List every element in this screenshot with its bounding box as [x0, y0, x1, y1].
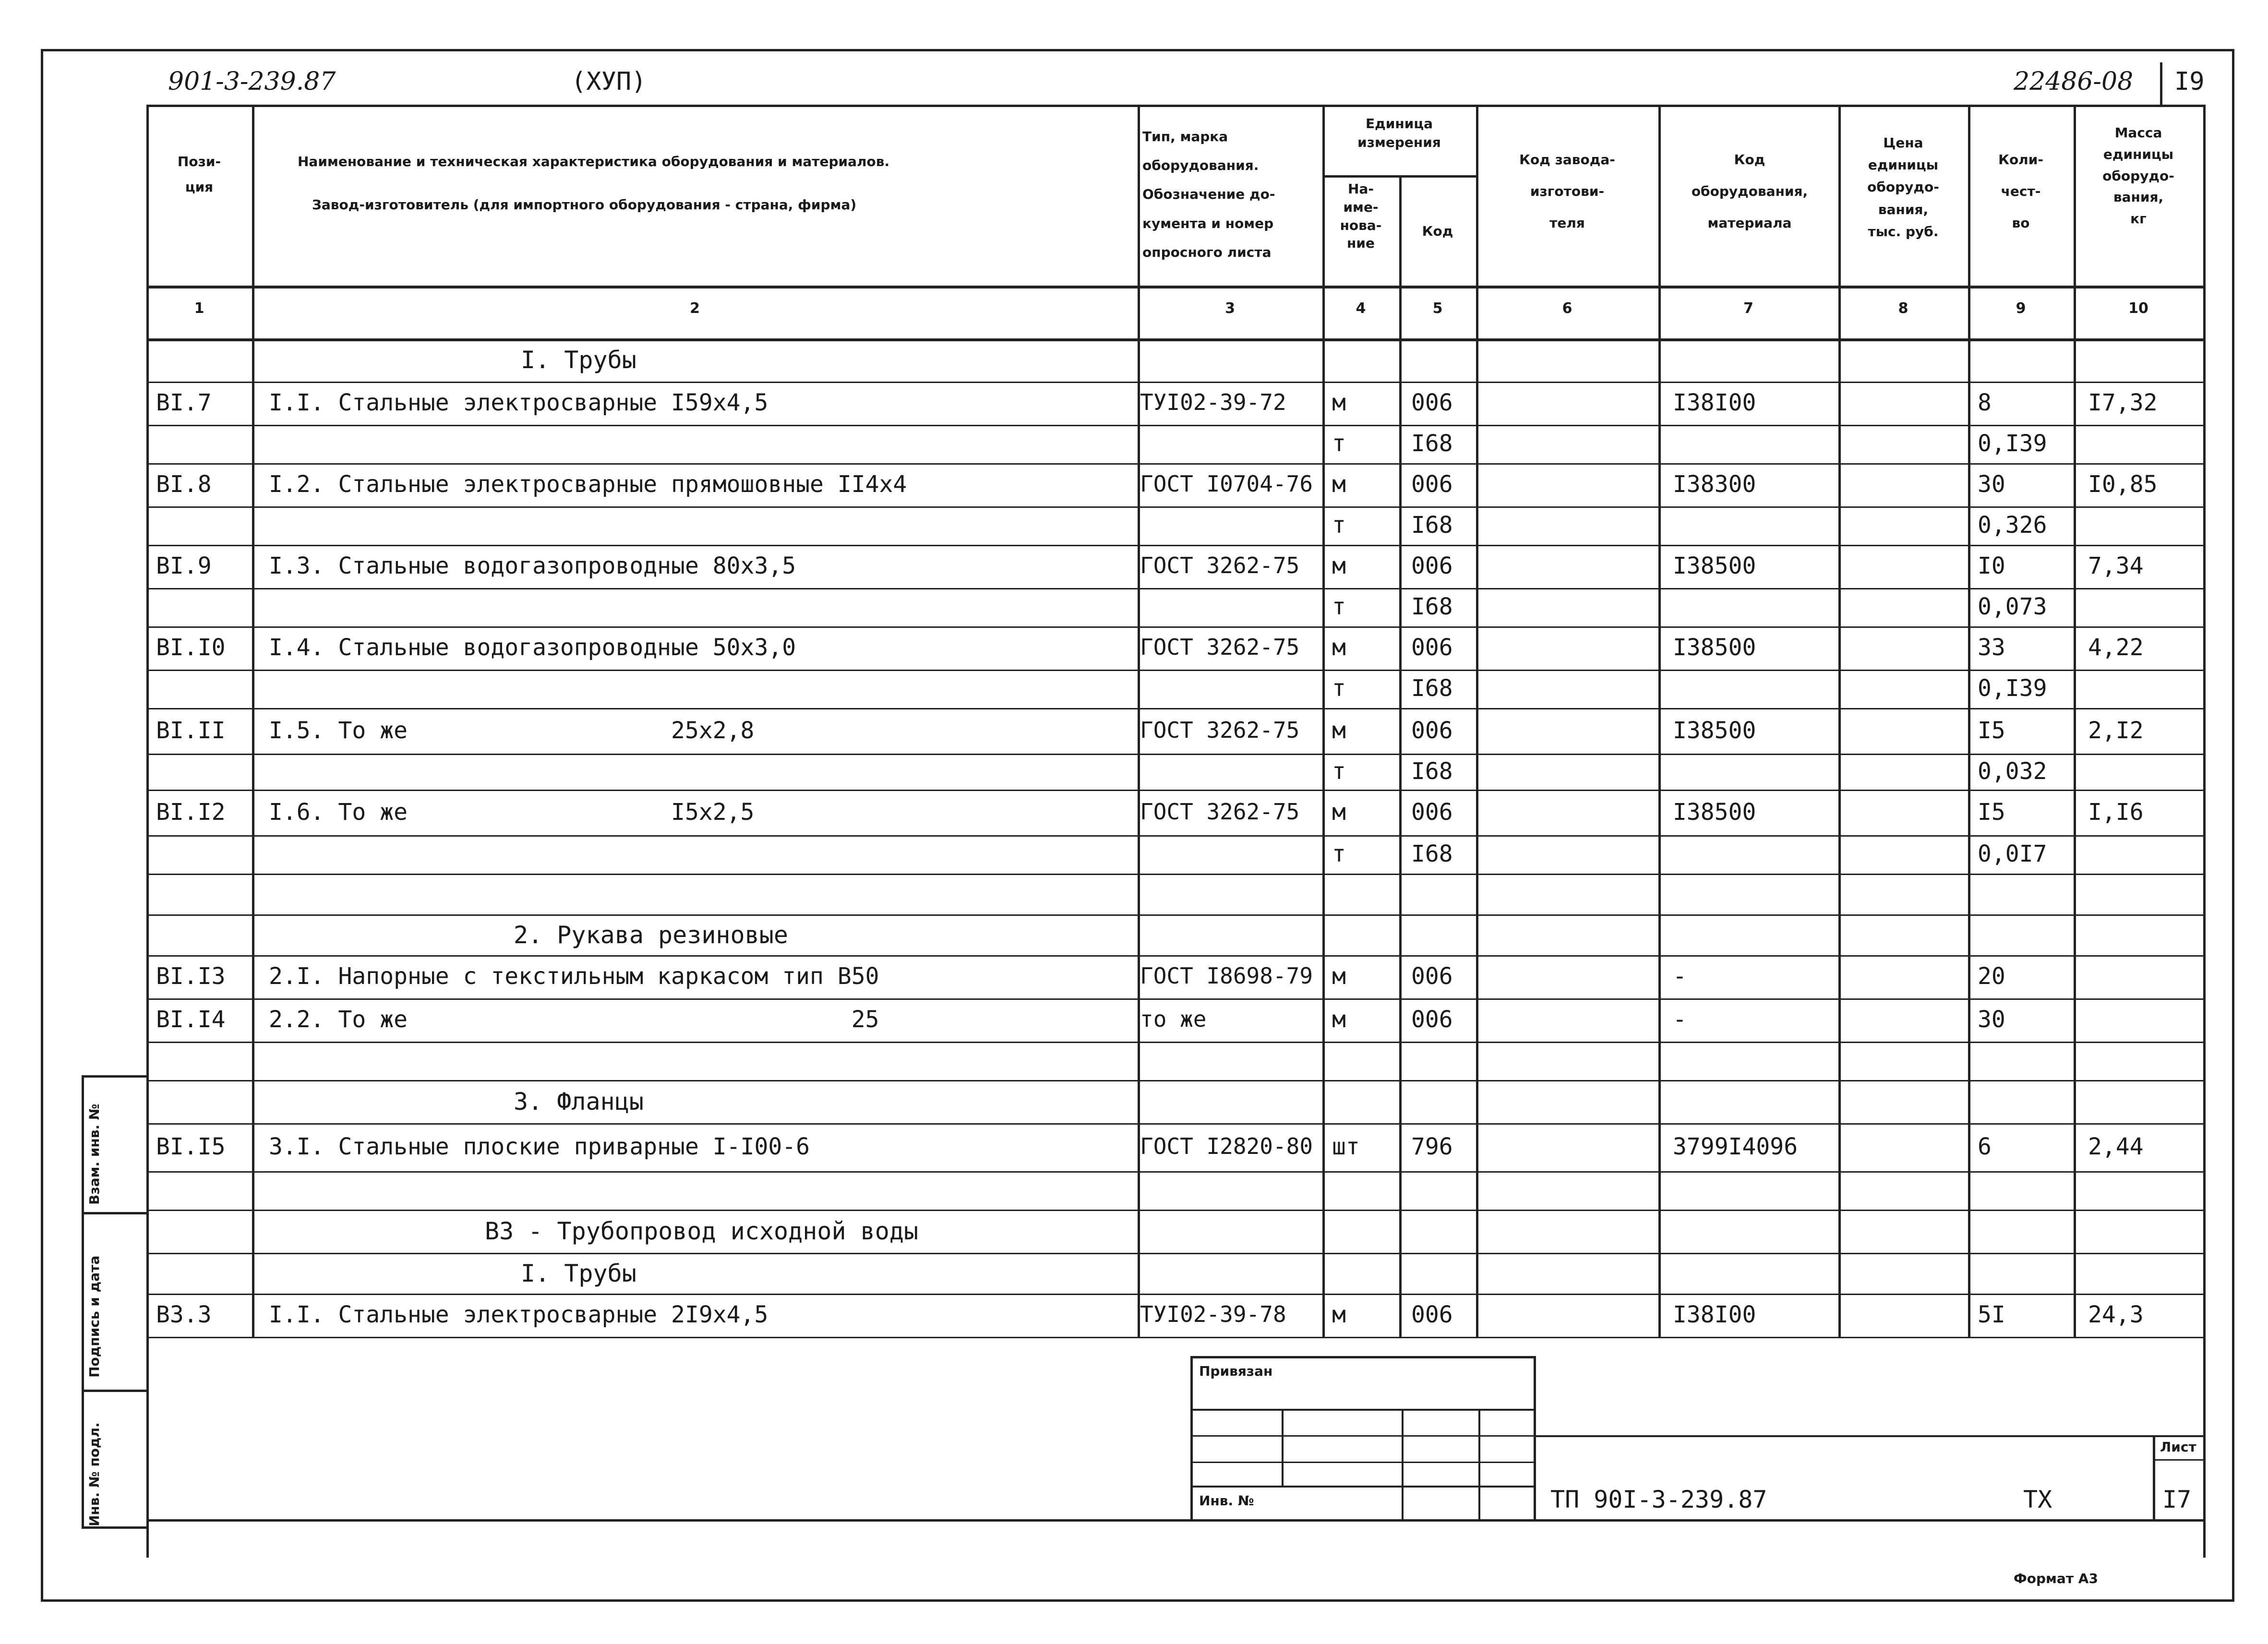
column-number-4: 4: [1356, 300, 1366, 317]
row-23-name: I. Трубы: [521, 1259, 636, 1287]
row-20-unit: шт: [1332, 1133, 1360, 1160]
row-17-pos: BI.I4: [156, 1006, 226, 1033]
row-12-unit: м: [1332, 798, 1346, 826]
col-header-price: Цена единицы оборудо- вания, тыс. руб.: [1867, 135, 1939, 240]
numbers-bottom-border: [146, 338, 2203, 341]
row-17-code: 006: [1411, 1006, 1453, 1033]
row-7-qty: 0,073: [1978, 593, 2047, 620]
row-line: [146, 790, 2203, 791]
row-6-qty: I0: [1978, 552, 2005, 579]
stamp-inv-label: Инв. №: [1199, 1493, 1254, 1509]
row-2-mass: I7,32: [2088, 389, 2158, 416]
column-line: [2074, 105, 2076, 1337]
row-line: [146, 955, 2203, 957]
col-header-mass: Масса единицы оборудо- вания, кг: [2102, 125, 2174, 227]
row-line: [146, 835, 2203, 837]
stamp-line: [2153, 1459, 2203, 1461]
row-line: [146, 1080, 2203, 1081]
stamp-line: [1190, 1356, 1534, 1358]
row-24-name: I.I. Стальные электросварные 2I9x4,5: [269, 1301, 768, 1328]
row-2-type: ТУI02-39-72: [1140, 389, 1286, 415]
row-line: [146, 626, 2203, 628]
side-strip-line: [82, 1212, 149, 1214]
header-divider: [2160, 62, 2162, 106]
row-16-mat: -: [1673, 963, 1687, 990]
row-4-qty: 30: [1978, 471, 2005, 498]
row-17-qty: 30: [1978, 1006, 2005, 1033]
table-side-border: [146, 105, 149, 1558]
row-6-code: 006: [1411, 552, 1453, 579]
row-line: [146, 425, 2203, 426]
row-1-name: I. Трубы: [521, 346, 636, 374]
row-line: [146, 506, 2203, 508]
row-line: [146, 1294, 2203, 1295]
row-4-pos: BI.8: [156, 471, 212, 498]
row-10-pos: BI.II: [156, 717, 226, 744]
column-number-8: 8: [1898, 300, 1908, 317]
column-line: [1968, 105, 1970, 1337]
row-17-name: 2.2. То же 25: [269, 1006, 879, 1033]
column-line: [252, 105, 254, 1337]
row-12-type: ГОСТ 3262-75: [1140, 798, 1300, 825]
col-header-mat: Код оборудования, материала: [1691, 152, 1808, 231]
side-label-inv-original: Инв. № подл.: [86, 1422, 102, 1526]
row-24-mass: 24,3: [2088, 1301, 2144, 1328]
row-line: [146, 670, 2203, 671]
row-24-type: ТУI02-39-78: [1140, 1301, 1286, 1327]
col-header-factory: Код завода- изготови- теля: [1519, 152, 1615, 231]
col-header-unit-name: На- име- нова- ние: [1340, 181, 1382, 252]
column-number-6: 6: [1562, 300, 1572, 317]
col-header-name-1: Наименование и техническая характеристика оборудования и материалов.: [298, 154, 890, 169]
side-strip-line: [82, 1390, 149, 1392]
row-line: [146, 998, 2203, 1000]
stamp-line: [1190, 1486, 1534, 1488]
col-header-unit-code: Код: [1422, 223, 1453, 239]
row-line: [146, 588, 2203, 589]
stamp-mark: ТХ: [2023, 1486, 2052, 1513]
row-20-mass: 2,44: [2088, 1133, 2144, 1160]
row-11-unit: т: [1332, 757, 1346, 785]
row-10-type: ГОСТ 3262-75: [1140, 717, 1300, 743]
bottom-line: [146, 1519, 2203, 1522]
col-header-name-2: Завод-изготовитель (для импортного оборудования - страна, фирма): [312, 197, 857, 213]
row-4-mass: I0,85: [2088, 471, 2158, 498]
row-line: [146, 1171, 2203, 1173]
row-5-qty: 0,326: [1978, 512, 2047, 539]
column-number-3: 3: [1225, 300, 1235, 317]
column-number-5: 5: [1432, 300, 1443, 317]
stamp-doc-designation: ТП 90I-3-239.87: [1550, 1486, 1767, 1513]
col-header-qty: Коли- чест- во: [1998, 152, 2043, 231]
row-6-type: ГОСТ 3262-75: [1140, 552, 1300, 578]
column-number-1: 1: [194, 300, 204, 317]
format-label: Формат А3: [2014, 1571, 2098, 1586]
row-line: [146, 914, 2203, 916]
row-8-name: I.4. Стальные водогазопроводные 50x3,0: [269, 634, 796, 661]
row-6-mat: I38500: [1673, 552, 1756, 579]
row-line: [146, 1253, 2203, 1254]
row-7-unit: т: [1332, 593, 1346, 620]
row-20-mat: 3799I4096: [1673, 1133, 1798, 1160]
stamp-line: [1282, 1409, 1284, 1486]
row-16-name: 2.I. Напорные с текстильным каркасом тип В50: [269, 963, 879, 990]
stamp-line: [1190, 1435, 1534, 1437]
row-24-unit: м: [1332, 1301, 1346, 1328]
row-2-unit: м: [1332, 389, 1346, 416]
row-line: [146, 1337, 2203, 1338]
row-line: [146, 1210, 2203, 1211]
stamp-sheet-number: I7: [2162, 1486, 2192, 1513]
row-20-qty: 6: [1978, 1133, 1992, 1160]
col-header-type: Тип, марка оборудования. Обозначение до- кумента и номер опросного листа: [1142, 129, 1275, 260]
row-2-qty: 8: [1978, 389, 1992, 416]
row-10-qty: I5: [1978, 717, 2005, 744]
row-13-qty: 0,0I7: [1978, 840, 2047, 867]
row-16-qty: 20: [1978, 963, 2005, 990]
row-8-type: ГОСТ 3262-75: [1140, 634, 1300, 660]
side-strip-line: [82, 1526, 149, 1529]
row-24-qty: 5I: [1978, 1301, 2005, 1328]
row-24-mat: I38I00: [1673, 1301, 1756, 1328]
row-8-code: 006: [1411, 634, 1453, 661]
stamp-line: [1190, 1409, 1534, 1411]
row-20-code: 796: [1411, 1133, 1453, 1160]
side-label-signature-date: Подпись и дата: [86, 1255, 102, 1378]
row-10-unit: м: [1332, 717, 1346, 744]
row-10-mat: I38500: [1673, 717, 1756, 744]
row-3-code: I68: [1411, 430, 1453, 457]
side-label-replace-inv: Взам. инв. №: [86, 1104, 102, 1205]
row-19-name: 3. Фланцы: [514, 1088, 644, 1116]
table-side-border: [2203, 105, 2206, 1558]
row-10-code: 006: [1411, 717, 1453, 744]
row-12-qty: I5: [1978, 798, 2005, 826]
row-12-code: 006: [1411, 798, 1453, 826]
row-2-pos: BI.7: [156, 389, 212, 416]
column-line: [1322, 105, 1325, 1337]
row-5-code: I68: [1411, 512, 1453, 539]
row-11-qty: 0,032: [1978, 757, 2047, 785]
column-number-7: 7: [1743, 300, 1753, 317]
col-header-position: Пози- ция: [177, 154, 221, 195]
row-6-name: I.3. Стальные водогазопроводные 80x3,5: [269, 552, 796, 579]
row-line: [146, 382, 2203, 383]
row-16-pos: BI.I3: [156, 963, 226, 990]
stamp-line: [1402, 1409, 1404, 1519]
row-line: [146, 545, 2203, 546]
row-24-pos: В3.3: [156, 1301, 212, 1328]
column-line: [1399, 175, 1402, 1337]
row-6-mass: 7,34: [2088, 552, 2144, 579]
column-number-9: 9: [2016, 300, 2026, 317]
stamp-line: [1190, 1462, 1534, 1463]
row-9-qty: 0,I39: [1978, 675, 2047, 702]
stamp-bound-label: Привязан: [1199, 1363, 1273, 1379]
row-20-type: ГОСТ I2820-80: [1140, 1133, 1313, 1159]
row-22-name: В3 - Трубопровод исходной воды: [485, 1217, 919, 1245]
row-12-name: I.6. То же I5x2,5: [269, 798, 755, 826]
row-5-unit: т: [1332, 512, 1346, 539]
right-code: 22486-08: [2014, 67, 2134, 96]
col-header-unit: Единица измерения: [1357, 116, 1441, 151]
row-9-unit: т: [1332, 675, 1346, 702]
row-4-unit: м: [1332, 471, 1346, 498]
row-8-qty: 33: [1978, 634, 2005, 661]
row-12-mat: I38500: [1673, 798, 1756, 826]
page-number: I9: [2174, 67, 2205, 96]
row-12-pos: BI.I2: [156, 798, 226, 826]
row-3-qty: 0,I39: [1978, 430, 2047, 457]
row-line: [146, 1042, 2203, 1043]
row-13-code: I68: [1411, 840, 1453, 867]
row-6-pos: BI.9: [156, 552, 212, 579]
row-4-mat: I38300: [1673, 471, 1756, 498]
row-4-name: I.2. Стальные электросварные прямошовные II4x4: [269, 471, 907, 498]
row-20-name: 3.I. Стальные плоские приварные I-I00-6: [269, 1133, 810, 1160]
row-4-type: ГОСТ I0704-76: [1140, 471, 1313, 497]
row-line: [146, 1123, 2203, 1125]
row-line: [146, 708, 2203, 709]
row-17-mat: -: [1673, 1006, 1687, 1033]
row-12-mass: I,I6: [2088, 798, 2144, 826]
column-number-10: 10: [2128, 300, 2148, 317]
row-8-mass: 4,22: [2088, 634, 2144, 661]
row-20-pos: BI.I5: [156, 1133, 226, 1160]
row-9-code: I68: [1411, 675, 1453, 702]
table-top-border: [146, 105, 2203, 107]
row-8-pos: BI.I0: [156, 634, 226, 661]
column-number-2: 2: [690, 300, 700, 317]
stamp-line: [1534, 1356, 1536, 1519]
doc-code: 901-3-239.87: [168, 67, 336, 96]
row-16-unit: м: [1332, 963, 1346, 990]
column-line: [1838, 105, 1841, 1337]
column-line: [1476, 105, 1478, 1337]
stamp-sheet-label: Лист: [2160, 1439, 2196, 1455]
row-17-type: то же: [1140, 1006, 1207, 1032]
row-8-unit: м: [1332, 634, 1346, 661]
row-11-code: I68: [1411, 757, 1453, 785]
row-17-unit: м: [1332, 1006, 1346, 1033]
row-line: [146, 874, 2203, 875]
side-strip-line: [82, 1075, 149, 1078]
row-10-mass: 2,I2: [2088, 717, 2144, 744]
stamp-line: [1190, 1356, 1193, 1519]
row-2-name: I.I. Стальные электросварные I59x4,5: [269, 389, 768, 416]
row-16-type: ГОСТ I8698-79: [1140, 963, 1313, 989]
side-strip-border: [82, 1075, 84, 1529]
row-10-name: I.5. То же 25x2,8: [269, 717, 755, 744]
row-24-code: 006: [1411, 1301, 1453, 1328]
row-8-mat: I38500: [1673, 634, 1756, 661]
row-6-unit: м: [1332, 552, 1346, 579]
row-16-code: 006: [1411, 963, 1453, 990]
row-15-name: 2. Рукава резиновые: [514, 921, 788, 949]
row-4-code: 006: [1411, 471, 1453, 498]
row-line: [146, 754, 2203, 755]
row-2-code: 006: [1411, 389, 1453, 416]
row-2-mat: I38I00: [1673, 389, 1756, 416]
column-line: [1658, 105, 1661, 1337]
stamp-line: [1478, 1409, 1480, 1519]
row-3-unit: т: [1332, 430, 1346, 457]
header-bottom-border: [146, 286, 2203, 288]
section-code: (ХУП): [571, 67, 647, 96]
row-13-unit: т: [1332, 840, 1346, 867]
stamp-line: [2153, 1435, 2155, 1519]
row-7-code: I68: [1411, 593, 1453, 620]
row-line: [146, 463, 2203, 465]
stamp-line: [1534, 1435, 2203, 1437]
